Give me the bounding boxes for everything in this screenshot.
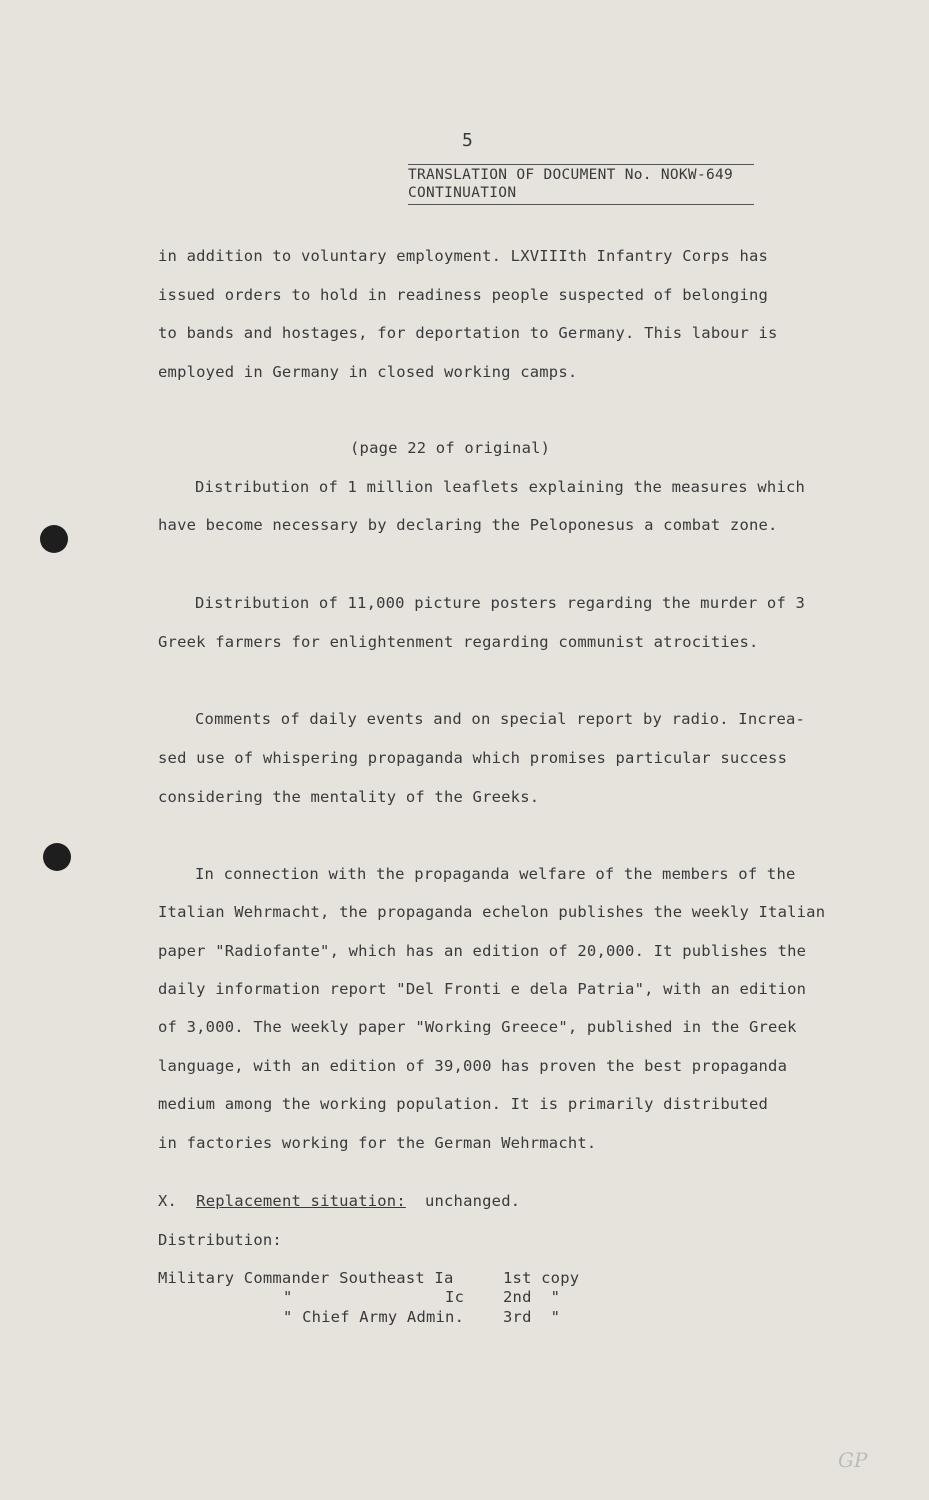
header-rule-bottom	[408, 204, 754, 205]
paragraph-5-line-1: In connection with the propaganda welfare of the members of the	[195, 865, 796, 883]
document-header	[408, 166, 733, 202]
handwritten-initials: GP	[838, 1448, 868, 1472]
page-number: 5	[462, 130, 473, 151]
paragraph-3-line-1: Distribution of 11,000 picture posters regarding the murder of 3	[195, 594, 806, 612]
paragraph-2-line-1: Distribution of 1 million leaflets explaining the measures which	[195, 478, 806, 496]
punch-hole-top	[40, 525, 68, 553]
paragraph-1-line-1: in addition to voluntary employment. LXVIIIth Infantry Corps has	[158, 247, 769, 265]
header-rule-top	[408, 164, 754, 165]
section-x-label: Replacement situation:	[196, 1192, 406, 1210]
paragraph-4-line-3: considering the mentality of the Greeks.	[158, 788, 540, 806]
section-x-number: X.	[158, 1192, 178, 1210]
distribution-copy-1: 1st copy	[503, 1269, 580, 1287]
section-x-value: unchanged.	[424, 1192, 521, 1210]
paragraph-5-line-3: paper "Radiofante", which has an edition of 20,000. It publishes the	[158, 942, 807, 960]
paragraph-3-line-2: Greek farmers for enlightenment regarding communist atrocities.	[158, 633, 759, 651]
header-continuation: CONTINUATION	[408, 185, 517, 201]
distribution-recipient-2: " Ic	[283, 1288, 465, 1306]
original-page-note: (page 22 of original)	[350, 439, 551, 457]
paragraph-2-line-2: have become necessary by declaring the Peloponesus a combat zone.	[158, 516, 778, 534]
distribution-recipient-3: " Chief Army Admin.	[283, 1308, 465, 1326]
paragraph-4-line-2: sed use of whispering propaganda which promises particular success	[158, 749, 788, 767]
paragraph-1-line-3: to bands and hostages, for deportation to Germany. This labour is	[158, 324, 778, 342]
distribution-copy-2: 2nd "	[503, 1288, 561, 1306]
paragraph-4-line-1: Comments of daily events and on special report by radio. Increa-	[195, 710, 806, 728]
paragraph-5-line-5: of 3,000. The weekly paper "Working Greece", published in the Greek	[158, 1018, 797, 1036]
distribution-recipient-1: Military Commander Southeast Ia	[158, 1269, 454, 1287]
header-title: TRANSLATION OF DOCUMENT No. NOKW-649	[408, 167, 734, 183]
paragraph-5-line-7: medium among the working population. It is primarily distributed	[158, 1095, 769, 1113]
section-x	[158, 1192, 520, 1210]
paragraph-5-line-2: Italian Wehrmacht, the propaganda echelon publishes the weekly Italian	[158, 903, 826, 921]
punch-hole-bottom	[43, 843, 71, 871]
distribution-heading: Distribution:	[158, 1231, 282, 1249]
paragraph-1-line-4: employed in Germany in closed working camps.	[158, 363, 578, 381]
paragraph-1-line-2: issued orders to hold in readiness people suspected of belonging	[158, 286, 769, 304]
paragraph-5-line-8: in factories working for the German Wehrmacht.	[158, 1134, 597, 1152]
distribution-copy-3: 3rd "	[503, 1308, 561, 1326]
paragraph-5-line-6: language, with an edition of 39,000 has proven the best propaganda	[158, 1057, 788, 1075]
paragraph-5-line-4: daily information report "Del Fronti e dela Patria", with an edition	[158, 980, 807, 998]
